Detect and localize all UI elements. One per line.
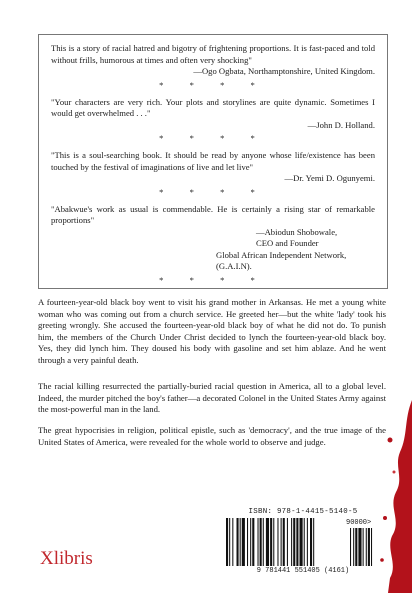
synopsis-paragraph-1: A fourteen-year-old black boy went to visit his grand mother in Arkansas. He met a young white woman who was coming out from a church service. He greeted her—but the white 'lady' took his greeting wrongly. She accused the fourteen-year-old black boy of what he did not do. To punish him, the members of the Church Under Christ decided to lynch the fourteen-year-old black boy. Yes, they did lynch him. They doused his body with gasoline and set him ablaze. And he went through a very painful death.: [38, 297, 386, 365]
barcode-digits: 9 781441 551405 (4161): [256, 567, 350, 575]
review-quote-3: "This is a soul-searching book. It should be read by anyone whose life/existence has been touched by the festival of imaginations of live and let live": [51, 150, 375, 172]
review-quote-2: "Your characters are very rich. Your plots and storylines are quite dynamic. Sometimes I would get overwhelmed . . .": [51, 96, 375, 118]
review-author-4: [216, 226, 375, 273]
author-name: —Abiodun Shobowale,: [256, 226, 338, 237]
review-box: [38, 34, 388, 289]
separator-stars: * * * *: [159, 133, 267, 143]
separator-stars: * * * *: [159, 79, 267, 90]
review-author-1: —Ogo Ogbata, Northamptonshire, United Kingdom.: [193, 66, 375, 76]
review-quote-4: "Abakwue's work as usual is commendable. He is certainly a rising star of remarkable proportions": [51, 203, 375, 225]
blood-splatter-decoration: [378, 400, 412, 593]
review-author-3: —Dr. Yemi D. Ogunyemi.: [284, 173, 375, 183]
publisher-logo: Xlibris: [40, 548, 93, 569]
separator-stars: * * * *: [159, 186, 267, 197]
author-title: CEO and Founder: [256, 238, 319, 248]
synopsis-paragraph-2: The racial killing resurrected the partially-buried racial question in America, all to a global level. Indeed, the murder pitched the boy's father—a decorated Colonel in the United States Army against the most-powerful man in the land.: [38, 381, 386, 415]
separator-stars: * * * *: [159, 274, 267, 285]
review-quote-1: This is a story of racial hatred and bigotry of frightening proportions. It is fast-paced and told without frills, humorous at times and often very shocking": [51, 43, 375, 65]
review-author-2: —John D. Holland.: [307, 119, 375, 130]
barcode: [218, 508, 388, 580]
price-code: 90000>: [346, 519, 372, 527]
author-organization: Global African Independent Network, (G.A.I.N).: [216, 249, 347, 271]
synopsis-paragraph-3: The great hypocrisies in religion, political epistle, such as 'democracy', and the true image of the United States of America, were revealed for the whole world to observe and judge.: [38, 425, 386, 447]
isbn-label: ISBN: 978-1-4415-5140-5: [248, 508, 358, 516]
